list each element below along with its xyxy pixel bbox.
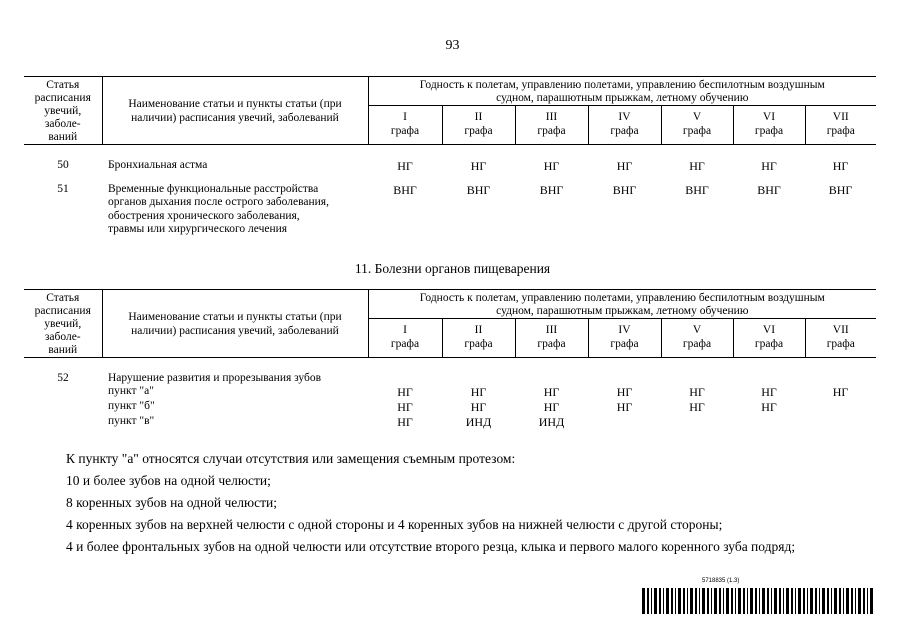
value-cell: ВНГ	[757, 182, 781, 197]
header-column-3: III графа	[515, 106, 588, 145]
header-column-3: III графа	[515, 319, 588, 358]
value-cell	[588, 415, 661, 430]
table-row-50	[24, 159, 876, 183]
article-title: Временные функциональные расстройства органов дыхания после острого заболевания, обострения хронического заболевания, травмы или хирургического лечения	[108, 182, 329, 235]
paragraph: 4 коренных зубов на верхней челюсти с одной стороны и 4 коренных зубов на нижней челюсти с другой стороны;	[66, 517, 723, 532]
value-cell: ВНГ	[685, 182, 709, 197]
table-row-51	[24, 183, 876, 237]
header-article: Статья расписания увечий, заболе- ваний	[24, 77, 102, 145]
table-row-item-b	[24, 400, 876, 415]
value-cell	[733, 415, 805, 430]
header-name: Наименование статьи и пункты статьи (при наличии) расписания увечий, заболеваний	[102, 77, 368, 145]
value-cell: НГ	[832, 158, 849, 173]
value-cell: НГ	[616, 385, 633, 399]
value-cell: НГ	[761, 400, 777, 414]
value-cell: НГ	[616, 158, 633, 173]
article-number: 52	[57, 371, 69, 384]
value-cell	[805, 415, 876, 430]
value-cell: НГ	[543, 400, 560, 414]
item-label: пункт "в"	[108, 415, 155, 427]
header-column-5: V графа	[661, 319, 733, 358]
header-fitness: Годность к полетам, управлению полетами, управлению беспилотным воздушным судном, парашютным прыжкам, летному обучению	[368, 290, 876, 319]
value-cell: НГ	[470, 385, 487, 399]
paragraph: 10 и более зубов на одной челюсти;	[66, 473, 271, 488]
value-cell: ИНД	[538, 415, 565, 429]
item-label: пункт "б"	[108, 400, 155, 412]
article-number: 51	[57, 182, 69, 195]
value-cell: НГ	[397, 158, 413, 173]
value-cell: НГ	[832, 385, 849, 399]
article-title: Бронхиальная астма	[108, 158, 208, 171]
table-row-item-v	[24, 415, 876, 430]
value-cell: ИНД	[465, 415, 492, 429]
item-label: пункт "а"	[108, 385, 154, 397]
value-cell: НГ	[397, 415, 413, 429]
value-cell: НГ	[689, 400, 705, 414]
table-row-item-a	[24, 385, 876, 400]
value-cell: НГ	[689, 158, 705, 173]
fitness-table-1	[24, 76, 876, 237]
header-column-1: I графа	[368, 319, 442, 358]
header-column-7: VII графа	[805, 319, 876, 358]
table-row-52	[24, 372, 876, 386]
header-column-6: VI графа	[733, 319, 805, 358]
header-column-7: VII графа	[805, 106, 876, 145]
value-cell: НГ	[761, 385, 777, 399]
page-number: 93	[445, 38, 460, 53]
paragraph: К пункту "а" относятся случаи отсутствия или замещения съемным протезом:	[66, 451, 516, 466]
value-cell: НГ	[397, 400, 413, 414]
value-cell: НГ	[397, 385, 413, 399]
value-cell: НГ	[689, 385, 705, 399]
header-column-5: V графа	[661, 106, 733, 145]
value-cell: НГ	[543, 385, 560, 399]
body-text	[34, 448, 876, 558]
header-column-1: I графа	[368, 106, 442, 145]
value-cell: НГ	[470, 158, 487, 173]
value-cell: ВНГ	[393, 182, 417, 197]
value-cell: ВНГ	[539, 182, 564, 197]
barcode	[642, 588, 876, 614]
value-cell	[661, 415, 733, 430]
value-cell: НГ	[761, 158, 777, 173]
header-fitness: Годность к полетам, управлению полетами, управлению беспилотным воздушным судном, парашютным прыжкам, летному обучению	[368, 77, 876, 106]
value-cell	[805, 400, 876, 415]
article-title: Нарушение развития и прорезывания зубов	[108, 371, 322, 384]
header-article: Статья расписания увечий, заболе- ваний	[24, 290, 102, 358]
value-cell: ВНГ	[828, 182, 853, 197]
article-number: 50	[57, 158, 69, 171]
value-cell: ВНГ	[466, 182, 491, 197]
paragraph: 4 и более фронтальных зубов на одной челюсти или отсутствие второго резца, клыка и первого малого коренного зуба подряд;	[66, 539, 796, 554]
section-title: 11. Болезни органов пищеварения	[354, 261, 551, 276]
fitness-table-2	[24, 289, 876, 430]
value-cell: НГ	[470, 400, 487, 414]
barcode-label: 5718835 (1.3)	[702, 578, 740, 584]
header-column-2: II графа	[442, 106, 515, 145]
header-column-2: II графа	[442, 319, 515, 358]
header-name: Наименование статьи и пункты статьи (при наличии) расписания увечий, заболеваний	[102, 290, 368, 358]
value-cell: НГ	[616, 400, 633, 414]
header-column-4: IV графа	[588, 319, 661, 358]
value-cell: НГ	[543, 158, 560, 173]
header-column-4: IV графа	[588, 106, 661, 145]
value-cell: ВНГ	[612, 182, 637, 197]
header-column-6: VI графа	[733, 106, 805, 145]
paragraph: 8 коренных зубов на одной челюсти;	[66, 495, 277, 510]
